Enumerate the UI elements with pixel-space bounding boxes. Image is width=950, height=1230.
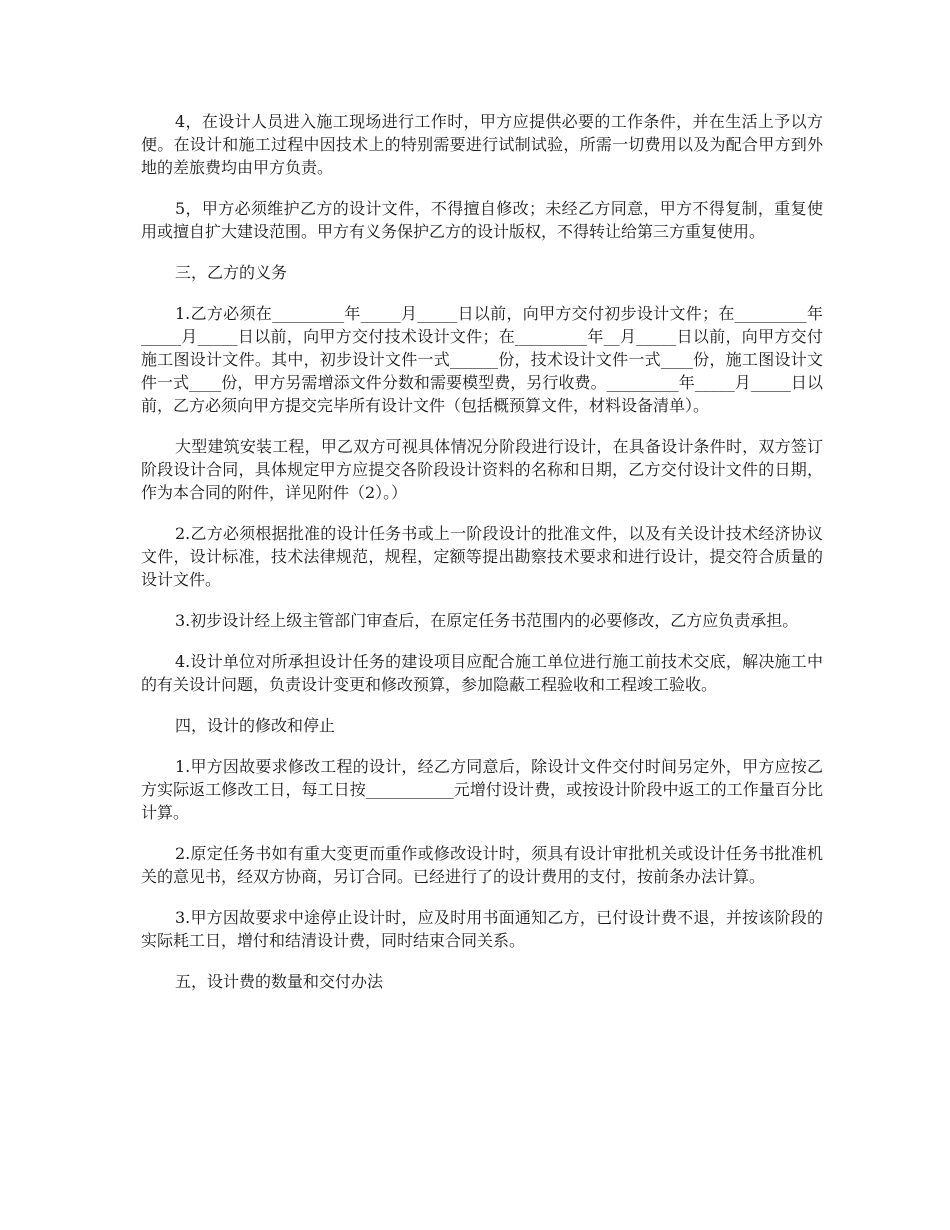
paragraph-large-project-phases: 大型建筑安装工程，甲乙双方可视具体情况分阶段进行设计，在具备设计条件时，双方签订阶段设计合同，具体规定甲方应提交各阶段设计资料的名称和日期，乙方交付设计文件的日期，作为本合同的附件，详见附件（2）。） — [141, 437, 823, 502]
paragraph-clause-5-design-copyright: 5，甲方必须维护乙方的设计文件，不得擅自修改；未经乙方同意，甲方不得复制，重复使用或擅自扩大建设范围。甲方有义务保护乙方的设计版权，不得转让给第三方重复使用。 — [141, 199, 823, 241]
paragraph-b1-delivery-deadlines: 1.乙方必须在_________年_____月_____日以前，向甲方交付初步设计文件；在_________年_____月_____日以前，向甲方交付技术设计文件；在_________年__月_____日以前，向甲方交付施工图设计文件。其中，初步设计文件一式______份，技术设计文件一式____份，施工图设计文件一式____份，甲方另需增添文件分数和需要模型费，另行收费。_________年_____月_____日以前，乙方必须向甲方提交完毕所有设计文件（包括概预算文件，材料设备清单）。 — [141, 304, 823, 415]
section-heading-design-fee: 五，设计费的数量和交付办法 — [175, 972, 384, 991]
paragraph-m3-stop-design: 3.甲方因故要求中途停止设计时，应及时用书面通知乙方，已付设计费不退，并按该阶段的实际耗工日，增付和结清设计费，同时结束合同关系。 — [141, 908, 823, 950]
section-heading-modification-and-stop: 四，设计的修改和停止 — [175, 716, 336, 735]
paragraph-b2-design-standards: 2.乙方必须根据批准的设计任务书或上一阶段设计的批准文件，以及有关设计技术经济协议文件，设计标准，技术法律规范，规程，定额等提出勘察技术要求和进行设计，提交符合质量的设计文件。 — [141, 524, 823, 589]
paragraph-b3-preliminary-review: 3.初步设计经上级主管部门审查后，在原定任务书范围内的必要修改，乙方应负责承担。 — [175, 611, 799, 630]
paragraph-m2-major-changes: 2.原定任务书如有重大变更而重作或修改设计时，须具有设计审批机关或设计任务书批准机关的意见书，经双方协商，另订合同。已经进行了的设计费用的支付，按前条办法计算。 — [141, 844, 823, 886]
paragraph-m1-rework-fee: 1.甲方因故要求修改工程的设计，经乙方同意后，除设计文件交付时间另定外，甲方应按乙方实际返工修改工日，每工日按___________元增付设计费，或按设计阶段中返工的工作量百分比计算。 — [141, 757, 823, 822]
section-heading-party-b-obligations: 三，乙方的义务 — [175, 263, 288, 282]
paragraph-clause-4-site-conditions: 4，在设计人员进入施工现场进行工作时，甲方应提供必要的工作条件，并在生活上予以方便。在设计和施工过程中因技术上的特别需要进行试制试验，所需一切费用以及为配合甲方到外地的差旅费均由甲方负责。 — [141, 112, 823, 177]
document-body — [141, 110, 823, 1011]
paragraph-b4-technical-briefing: 4.设计单位对所承担设计任务的建设项目应配合施工单位进行施工前技术交底，解决施工中的有关设计问题，负责设计变更和修改预算，参加隐蔽工程验收和工程竣工验收。 — [141, 652, 823, 694]
